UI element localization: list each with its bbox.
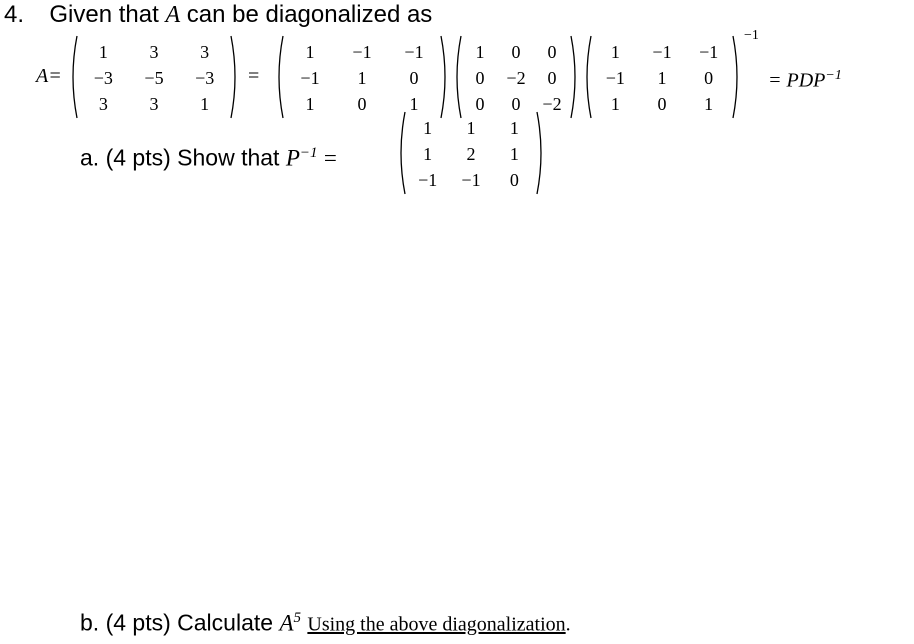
matrix-a-cell: −5 <box>144 68 164 88</box>
lhs-label: A= <box>36 65 62 87</box>
matrix-a-cell: −3 <box>195 68 215 88</box>
part-b-text <box>80 604 571 639</box>
part-a-matrix-row <box>406 168 536 192</box>
part-a-matrix-left-paren <box>396 110 406 196</box>
matrix-p-cell: 0 <box>357 94 367 114</box>
question-intro-before: Given that <box>49 1 159 28</box>
inverse-exponent: −1 <box>744 28 759 43</box>
matrix-p-row <box>284 40 440 64</box>
matrix-d-cell: −2 <box>542 94 562 114</box>
part-a-matrix-cell: 1 <box>509 144 519 164</box>
question-header <box>4 0 432 30</box>
part-b-points: (4 pts) <box>105 609 171 636</box>
matrix-a-right-paren <box>230 34 240 120</box>
matrix-p-inverse-expression-cell: 1 <box>610 94 620 114</box>
matrix-p-cell: 1 <box>357 68 367 88</box>
matrix-d-cell: 0 <box>511 94 521 114</box>
matrix-a <box>68 34 240 120</box>
matrix-p-inverse-expression-cell: 0 <box>657 94 667 114</box>
part-a-matrix-row <box>406 142 536 166</box>
part-a-var: P <box>285 145 300 171</box>
matrix-a-row <box>78 92 230 116</box>
matrix-p <box>274 34 450 120</box>
matrix-d-cell: 0 <box>547 68 557 88</box>
rhs-expression <box>768 64 842 93</box>
matrix-p-inverse-expression-cell: 1 <box>610 42 620 62</box>
question-number: 4. <box>4 1 25 28</box>
matrix-p-cell: −1 <box>300 68 320 88</box>
rhs-text: = PDP <box>768 69 826 92</box>
matrix-p-left-paren <box>274 34 284 120</box>
matrix-d-row <box>462 40 570 64</box>
equals-sign: = <box>248 65 260 87</box>
matrix-p-cell: 1 <box>409 94 419 114</box>
part-a-matrix-cell: 1 <box>509 118 519 138</box>
matrix-d-cell: 0 <box>475 94 485 114</box>
matrix-p-row <box>284 66 440 90</box>
part-a-matrix-cell: 1 <box>466 118 476 138</box>
matrix-d-cell: −2 <box>506 68 526 88</box>
part-a-points: (4 pts) <box>105 144 171 171</box>
part-a-matrix-cell: 2 <box>466 144 476 164</box>
question-intro-var: A <box>165 2 181 28</box>
matrix-p-inverse-expression-cell: −1 <box>605 68 625 88</box>
part-a-instruction: Show that <box>177 144 280 171</box>
part-a-label: a. <box>80 144 100 171</box>
part-a-text <box>80 139 337 173</box>
matrix-p-inverse-expression-cell: −1 <box>652 42 672 62</box>
matrix-p-inverse-expression-cell: 0 <box>704 68 714 88</box>
matrix-d-right-paren <box>570 34 580 120</box>
matrix-d-cell: 0 <box>511 42 521 62</box>
part-a-matrix-cell: 1 <box>423 118 433 138</box>
matrix-p-inverse-expression-cell: −1 <box>699 42 719 62</box>
matrix-p-cell: −1 <box>404 42 424 62</box>
matrix-a-left-paren <box>68 34 78 120</box>
part-a-equals: = <box>323 145 337 171</box>
matrix-d-cell: 1 <box>475 42 485 62</box>
matrix-p-right-paren <box>440 34 450 120</box>
matrix-d-cell: 0 <box>475 68 485 88</box>
matrix-p-cell: 1 <box>305 94 315 114</box>
rhs-exponent: −1 <box>825 68 842 83</box>
matrix-a-cell: 1 <box>200 94 210 114</box>
matrix-p-cell: −1 <box>352 42 372 62</box>
part-b-instruction: Calculate <box>177 609 274 636</box>
matrix-p-inverse-expression-cell: 1 <box>704 94 714 114</box>
matrix-a-cell: −3 <box>93 68 113 88</box>
matrix-a-cell: 3 <box>149 42 159 62</box>
part-a-matrix-cell: 1 <box>423 144 433 164</box>
part-b-var: A <box>279 610 294 636</box>
part-a-matrix-cell: −1 <box>461 170 481 190</box>
matrix-p-inverse-expression <box>582 34 742 120</box>
part-a-matrix <box>396 110 546 196</box>
matrix-d-row <box>462 66 570 90</box>
matrix-p-inverse-expression-row <box>592 40 732 64</box>
part-b-underlined: Using the above diagonalization <box>307 613 566 636</box>
part-a-matrix-cell: −1 <box>418 170 438 190</box>
matrix-d-cell: 0 <box>547 42 557 62</box>
matrix-d <box>452 34 580 120</box>
matrix-p-cell: 0 <box>409 68 419 88</box>
matrix-a-cell: 1 <box>98 42 108 62</box>
matrix-a-row <box>78 66 230 90</box>
matrix-p-cell: 1 <box>305 42 315 62</box>
matrix-a-row <box>78 40 230 64</box>
part-b-period: . <box>565 613 571 636</box>
matrix-p-inverse-expression-cell: 1 <box>657 68 667 88</box>
part-a-exponent: −1 <box>299 145 318 161</box>
matrix-a-cell: 3 <box>149 94 159 114</box>
part-a-matrix-right-paren <box>536 110 546 196</box>
part-b-label: b. <box>80 609 100 636</box>
matrix-a-cell: 3 <box>200 42 210 62</box>
part-a-matrix-cell: 0 <box>509 170 519 190</box>
matrix-p-inverse-expression-row <box>592 66 732 90</box>
matrix-p-inverse-expression-left-paren <box>582 34 592 120</box>
part-b-exponent: 5 <box>293 610 301 626</box>
part-a-matrix-row <box>406 116 536 140</box>
question-intro-after: can be diagonalized as <box>186 1 433 28</box>
matrix-p-inverse-expression-row <box>592 92 732 116</box>
matrix-p-inverse-expression-right-paren <box>732 34 742 120</box>
matrix-a-cell: 3 <box>98 94 108 114</box>
